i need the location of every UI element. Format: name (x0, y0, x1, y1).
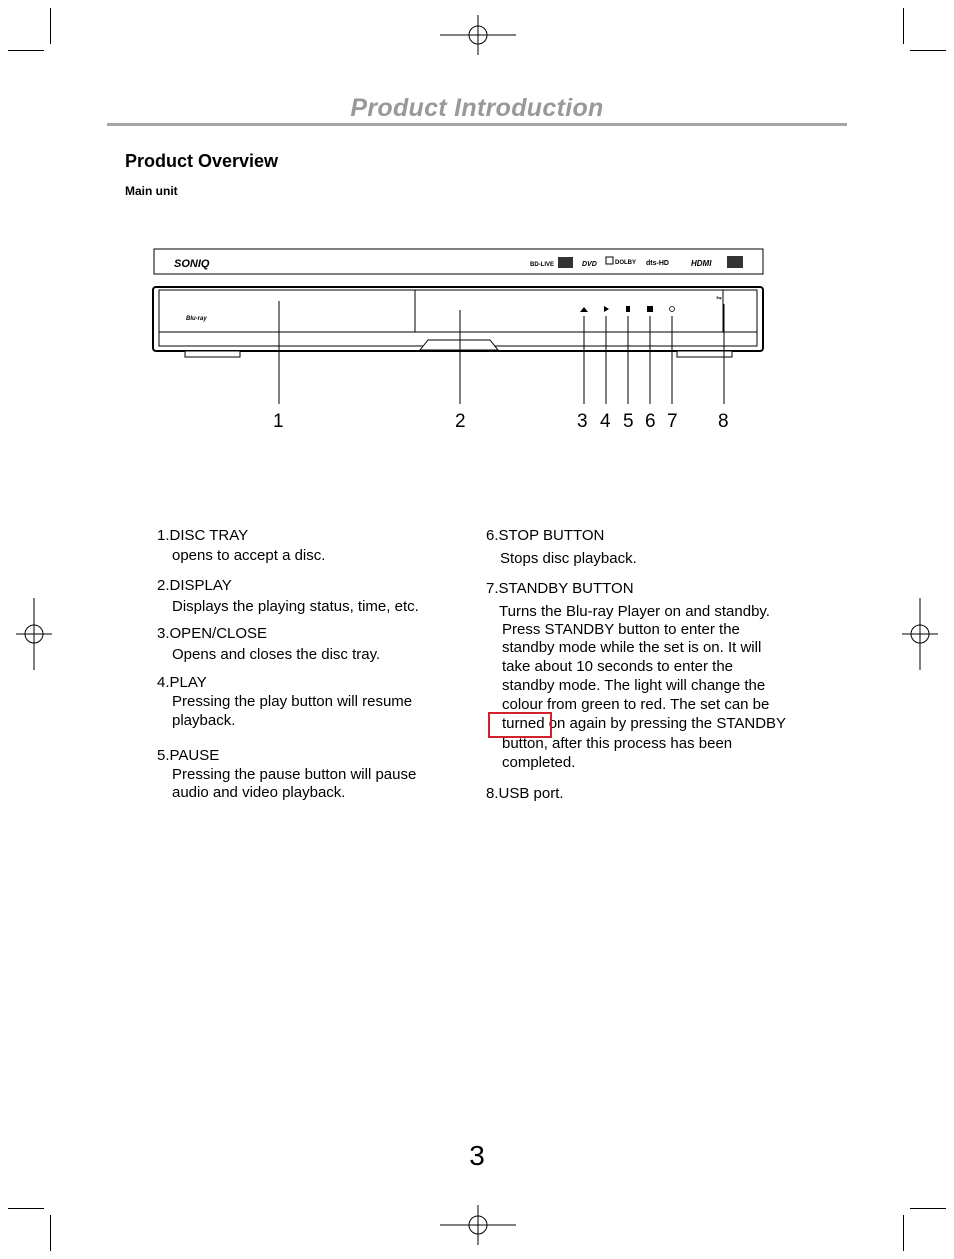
callout-1: 1 (273, 411, 284, 432)
item-description: Turns the Blu-ray Player on and standby. (499, 603, 770, 620)
callout-5: 5 (623, 411, 634, 432)
item-description: Press STANDBY button to enter the (502, 621, 740, 638)
item-description: Pressing the pause button will pause (172, 766, 417, 783)
usb-icon: ⇋ (716, 295, 722, 302)
item-description: completed. (502, 754, 576, 771)
item-description: audio and video playback. (172, 784, 346, 801)
callout-4: 4 (600, 411, 611, 432)
callout-3: 3 (577, 411, 588, 432)
callout-8: 8 (718, 411, 729, 432)
item-description: button, after this process has been (502, 735, 733, 752)
item-description: take about 10 seconds to enter the (502, 658, 733, 675)
logo-bdlive: BD-LIVE (530, 262, 554, 268)
section-subtitle: Main unit (125, 184, 178, 198)
item-description: opens to accept a disc. (172, 547, 326, 564)
logo-dts: dts-HD (646, 260, 669, 267)
header-rule (107, 123, 847, 126)
logo-hdmi: HDMI (691, 259, 712, 268)
registration-mark-bottom (440, 1205, 516, 1245)
item-description: Opens and closes the disc tray. (172, 646, 381, 663)
callout-2: 2 (455, 411, 466, 432)
item-description: standby mode while the set is on. It will (502, 639, 762, 656)
list-item: 7.STANDBY BUTTON (486, 580, 634, 597)
logo-dvd: DVD (582, 261, 597, 268)
logo-dolby: DOLBY (615, 260, 636, 266)
registration-mark-top (440, 15, 516, 55)
item-description: standby mode. The light will change the (502, 677, 766, 694)
list-item: 8.USB port. (486, 785, 564, 802)
item-description: turned on again by pressing the STANDBY (502, 715, 787, 732)
item-description: colour from green to red. The set can be (502, 696, 770, 713)
section-title: Product Overview (125, 151, 279, 171)
highlight-box (488, 712, 552, 738)
list-item: 5.PAUSE (157, 747, 220, 764)
brand-logo: SONIQ (174, 258, 210, 270)
registration-mark-right (900, 598, 940, 670)
item-description: playback. (172, 712, 236, 729)
list-item: 3.OPEN/CLOSE (157, 625, 268, 642)
item-description: Displays the playing status, time, etc. (172, 598, 419, 615)
list-item: 2.DISPLAY (157, 577, 232, 594)
page-header-title: Product Introduction (350, 94, 604, 122)
list-item: 4.PLAY (157, 674, 207, 691)
registration-mark-left (14, 598, 54, 670)
list-item: 6.STOP BUTTON (486, 527, 605, 544)
item-description: Stops disc playback. (500, 550, 637, 567)
pause-icon (626, 306, 630, 312)
bluray-logo-icon: Blu-ray (186, 316, 207, 322)
stop-icon (647, 306, 653, 312)
callout-7: 7 (667, 411, 678, 432)
callout-6: 6 (645, 411, 656, 432)
device-illustration (150, 246, 770, 436)
item-description: Pressing the play button will resume (172, 693, 413, 710)
list-item: 1.DISC TRAY (157, 527, 249, 544)
page-number: 3 (469, 1140, 485, 1171)
